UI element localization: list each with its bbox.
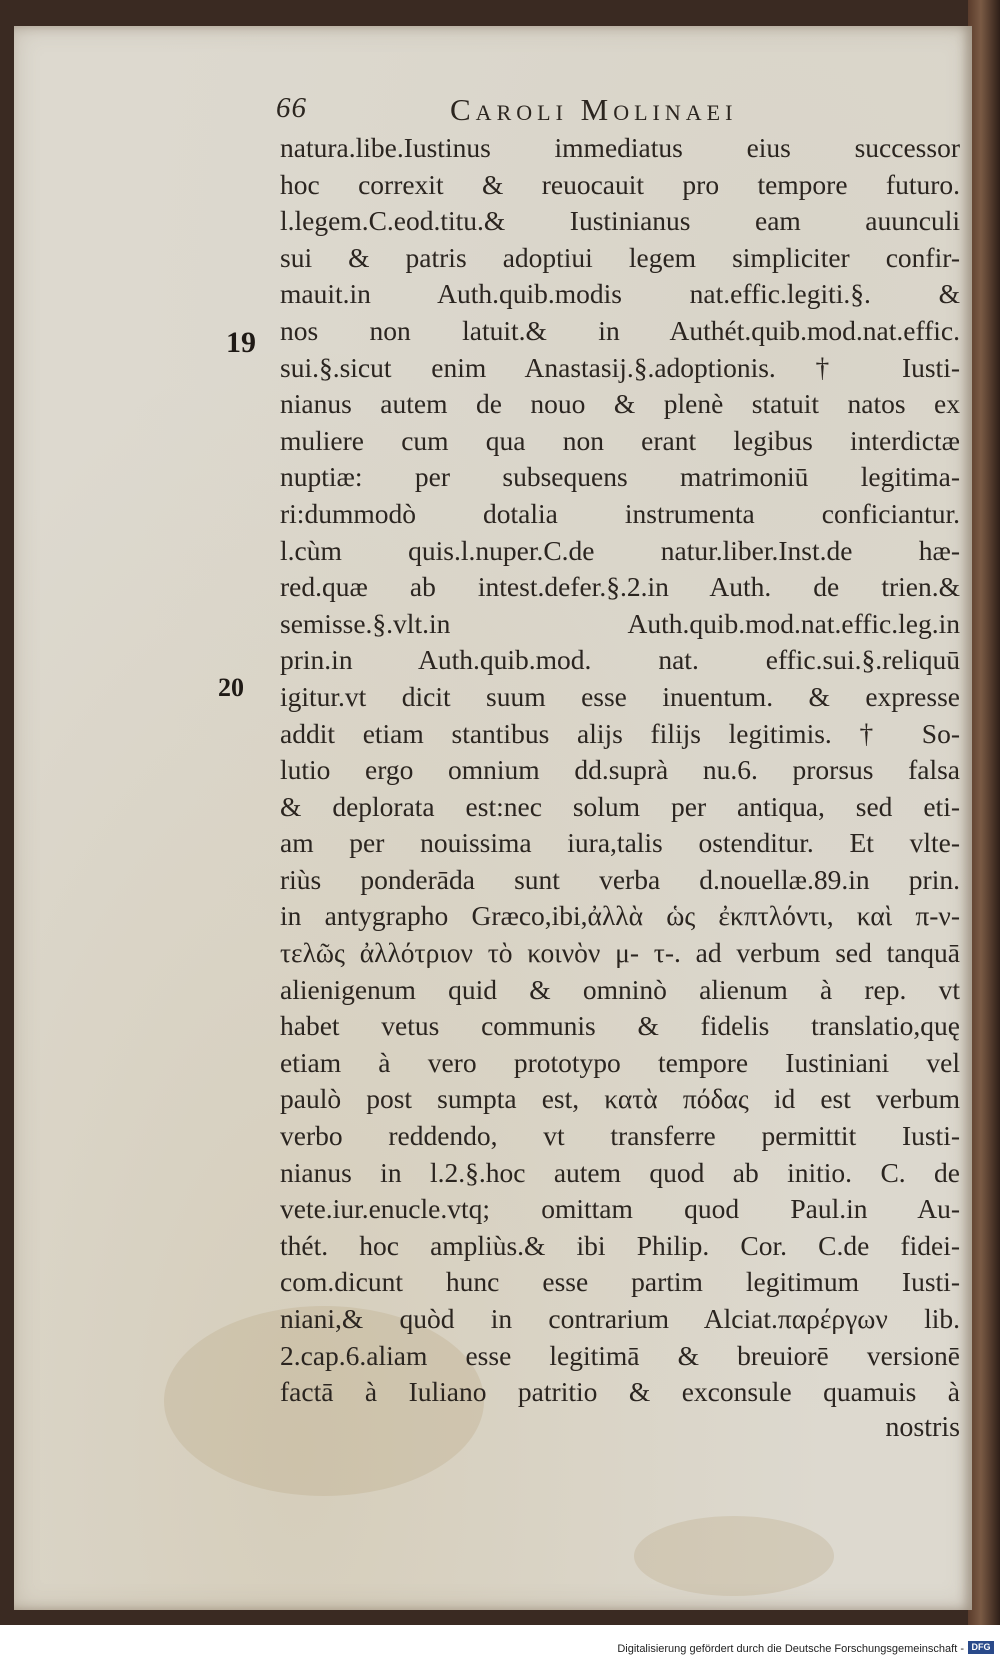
text-line: sui & patris adoptiui legem simpliciter confir- — [280, 241, 960, 273]
text-line: addit etiam stantibus alijs filijs legitimis. † So- — [280, 717, 960, 749]
text-line: red.quæ ab intest.defer.§.2.in Auth. de trien.& — [280, 571, 960, 603]
text-line: l.cùm quis.l.nuper.C.de natur.liber.Inst.de hæ- — [280, 534, 960, 566]
book-fore-edge — [968, 0, 1000, 1625]
text-line: igitur.vt dicit suum esse inuentum. & expresse — [280, 680, 960, 712]
text-line: ri:dummodò dotalia instrumenta conficiantur. — [280, 497, 960, 529]
text-line: l.legem.C.eod.titu.& Iustinianus eam auunculi — [280, 205, 960, 237]
text-line: nianus in l.2.§.hoc autem quod ab initio. C. de — [280, 1156, 960, 1188]
paper-stain — [634, 1516, 834, 1596]
running-header — [276, 92, 976, 132]
text-line: nos non latuit.& in Authét.quib.mod.nat.effic. — [280, 314, 960, 346]
page-number: 66 — [276, 92, 307, 124]
text-line: & deplorata est:nec solum per antiqua, sed eti- — [280, 790, 960, 822]
text-line: verbo reddendo, vt transferre permittit Iusti- — [280, 1120, 960, 1152]
text-line: vete.iur.enucle.vtq; omittam quod Paul.in Au- — [280, 1193, 960, 1225]
text-line: mauit.in Auth.quib.modis nat.effic.legiti.§. & — [280, 278, 960, 310]
text-line: am per nouissima iura,talis ostenditur. Et vlte- — [280, 827, 960, 859]
text-line: in antygrapho Græco,ibi,ἀλλὰ ὡς ἐκπτλόντι, καὶ π-ν- — [280, 900, 960, 932]
text-line: 2.cap.6.aliam esse legitimā & breuiorē versionē — [280, 1339, 960, 1371]
text-line: habet vetus communis & fidelis translatio,quę — [280, 1010, 960, 1042]
catchword: nostris — [885, 1412, 960, 1443]
text-line: com.dicunt hunc esse partim legitimum Iusti- — [280, 1266, 960, 1298]
text-line: etiam à vero prototypo tempore Iustiniani vel — [280, 1046, 960, 1078]
margin-number: 20 — [218, 673, 244, 702]
body-text — [280, 130, 960, 1411]
text-line: prin.in Auth.quib.mod. nat. effic.sui.§.reliquū — [280, 644, 960, 676]
text-line: niani,& quòd in contrarium Alciat.παρέργων lib. — [280, 1303, 960, 1334]
text-line: lutio ergo omnium dd.suprà nu.6. prorsus falsa — [280, 754, 960, 786]
text-line: alienigenum quid & omninò alienum à rep. vt — [280, 973, 960, 1005]
text-line: semisse.§.vlt.in Auth.quib.mod.nat.effic.leg.in — [280, 607, 960, 639]
text-line: riùs ponderāda sunt verba d.nouellæ.89.in prin. — [280, 863, 960, 895]
text-line: τελῶς ἀλλότριον τὸ κοινὸν μ- τ-. ad verbum sed tanquā — [280, 937, 960, 969]
text-line: nianus autem de nouo & plenè statuit natos ex — [280, 388, 960, 420]
text-line: muliere cum qua non erant legibus interdictæ — [280, 424, 960, 456]
digitization-credit: Digitalisierung gefördert durch die Deutsche Forschungsgemeinschaft - — [617, 1643, 964, 1655]
dfg-logo: DFG — [968, 1641, 994, 1654]
text-line: thét. hoc ampliùs.& ibi Philip. Cor. C.de fidei- — [280, 1229, 960, 1261]
text-line: factā à Iuliano patritio & exconsule quamuis à — [280, 1376, 960, 1408]
text-line: paulò post sumpta est, κατὰ πόδας id est verbum — [280, 1083, 960, 1115]
text-line: nuptiæ: per subsequens matrimoniū legitima- — [280, 461, 960, 493]
text-line: natura.libe.Iustinus immediatus eius successor — [280, 132, 960, 163]
text-line: hoc correxit & reuocauit pro tempore futuro. — [280, 168, 960, 200]
margin-number: 19 — [226, 326, 256, 359]
text-line: sui.§.sicut enim Anastasij.§.adoptionis. † Iusti- — [280, 351, 960, 383]
running-title: Caroli Molinaei — [450, 92, 738, 127]
